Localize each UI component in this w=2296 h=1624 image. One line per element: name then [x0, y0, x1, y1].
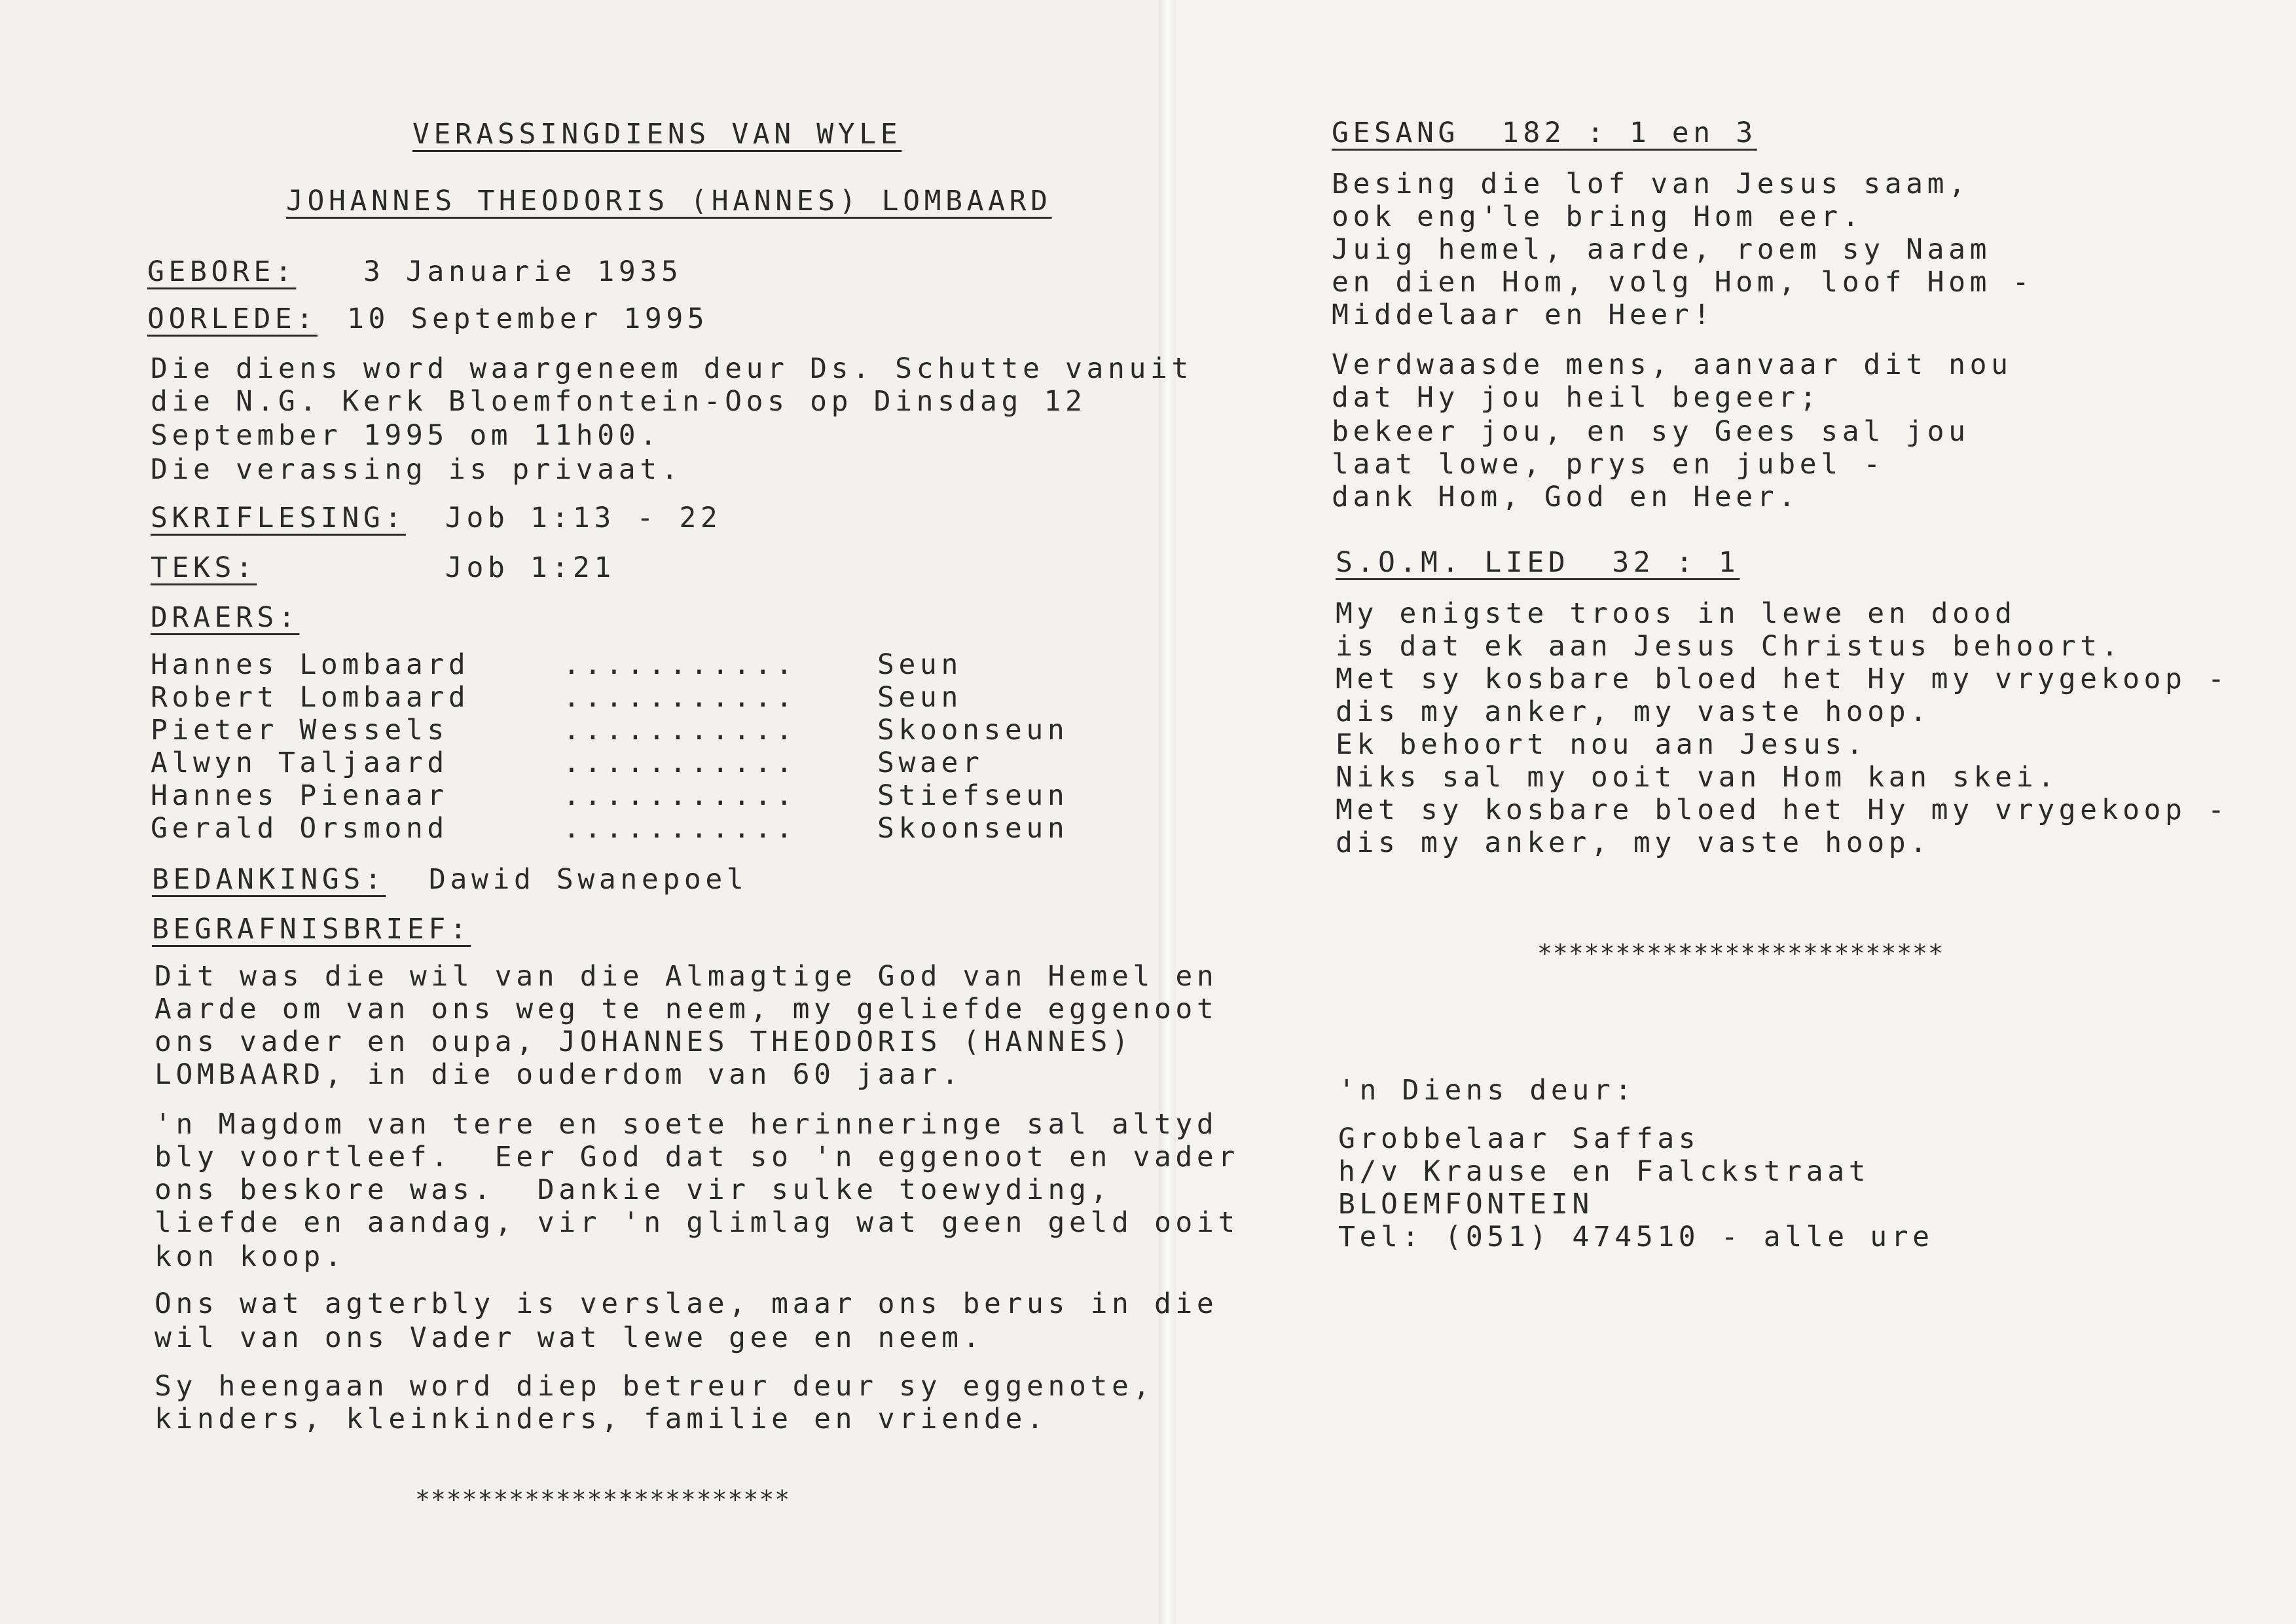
hymn-line: Besing die lof van Jesus saam,: [1332, 168, 1970, 200]
closing-stars-right: **************************: [1537, 939, 1944, 968]
bearer-name: Gerald Orsmond: [151, 812, 448, 845]
letter-line: kinders, kleinkinders, familie en vriende.: [155, 1403, 1048, 1435]
bearers-label: DRAERS:: [151, 601, 300, 634]
song-line: Ek behoort nou aan Jesus.: [1336, 728, 1868, 761]
undertaker-line: Grobbelaar Saffas: [1338, 1122, 1700, 1155]
service-line: die N.G. Kerk Bloemfontein-Oos op Dinsdag 12: [151, 385, 1087, 418]
song-line: Met sy kosbare bloed het Hy my vrygekoop -: [1336, 794, 2229, 826]
letter-line: Ons wat agterbly is verslae, maar ons berus in die: [155, 1287, 1218, 1320]
letter-line: LOMBAARD, in die ouderdom van 60 jaar.: [155, 1058, 963, 1091]
title-line-2: JOHANNES THEODORIS (HANNES) LOMBAARD: [286, 185, 1052, 217]
letter-line: kon koop.: [155, 1240, 346, 1273]
text-value: Job 1:21: [445, 551, 615, 584]
letter-line: Sy heengaan word diep betreur deur sy eggenote,: [155, 1370, 1154, 1403]
hymn-line: en dien Hom, volg Hom, loof Hom -: [1332, 266, 2034, 299]
service-line: September 1995 om 11h00.: [151, 419, 661, 452]
bearer-name: Robert Lombaard: [151, 681, 470, 714]
song-line: is dat ek aan Jesus Christus behoort.: [1336, 630, 2123, 663]
bearer-relation: Skoonseun: [877, 714, 1069, 747]
song-line: Niks sal my ooit van Hom kan skei.: [1336, 761, 2059, 794]
letter-line: bly voortleef. Eer God dat so 'n eggenoot en vader: [155, 1141, 1239, 1173]
song-title: S.O.M. LIED 32 : 1: [1336, 546, 1740, 579]
undertaker-line: BLOEMFONTEIN: [1338, 1188, 1594, 1221]
song-line: My enigste troos in lewe en dood: [1336, 597, 2016, 630]
died-label: OORLEDE:: [147, 303, 318, 335]
song-line: dis my anker, my vaste hoop.: [1336, 695, 1931, 728]
bearer-dots: ...........: [563, 648, 797, 681]
title-line-1: VERASSINGDIENS VAN WYLE: [412, 118, 902, 151]
bearer-relation: Seun: [877, 681, 962, 714]
undertaker-line: h/v Krause en Falckstraat: [1338, 1155, 1870, 1188]
bearer-dots: ...........: [563, 714, 797, 747]
hymn-line: bekeer jou, en sy Gees sal jou: [1332, 415, 1970, 448]
service-line: Die verassing is privaat.: [151, 453, 683, 486]
hymn-line: dat Hy jou heil begeer;: [1332, 381, 1821, 414]
died-value: 10 September 1995: [347, 303, 709, 335]
bearer-relation: Seun: [877, 648, 962, 681]
hymn-line: Juig hemel, aarde, roem sy Naam: [1332, 233, 1992, 266]
bearer-name: Pieter Wessels: [151, 714, 448, 747]
bearer-relation: Swaer: [877, 747, 984, 779]
letter-line: 'n Magdom van tere en soete herinneringe sal altyd: [155, 1108, 1218, 1141]
bearer-name: Hannes Pienaar: [151, 779, 448, 812]
text-label: TEKS:: [151, 551, 257, 584]
born-label: GEBORE:: [147, 255, 297, 288]
undertaker-line: Tel: (051) 474510 - alle ure: [1338, 1221, 1934, 1253]
letter-line: Aarde om van ons weg te neem, my geliefde eggenoot: [155, 993, 1218, 1025]
bearer-dots: ...........: [563, 779, 797, 812]
service-by: 'n Diens deur:: [1338, 1074, 1636, 1107]
bearer-relation: Stiefseun: [877, 779, 1069, 812]
hymn-line: Middelaar en Heer!: [1332, 299, 1715, 331]
closing-stars-left: ************************: [415, 1485, 791, 1514]
bearer-dots: ...........: [563, 681, 797, 714]
bearer-name: Alwyn Taljaard: [151, 747, 448, 779]
hymn-line: Verdwaasde mens, aanvaar dit nou: [1332, 348, 2013, 381]
letter-line: Dit was die wil van die Almagtige God van Hemel en: [155, 960, 1218, 993]
bearer-name: Hannes Lombaard: [151, 648, 470, 681]
letter-line: ons beskore was. Dankie vir sulke toewyding,: [155, 1173, 1112, 1206]
bearer-relation: Skoonseun: [877, 812, 1069, 845]
letter-line: liefde en aandag, vir 'n glimlag wat geen geld ooit: [155, 1206, 1239, 1239]
scripture-label: SKRIFLESING:: [151, 502, 406, 534]
bearer-dots: ...........: [563, 812, 797, 845]
letter-line: ons vader en oupa, JOHANNES THEODORIS (HANNES): [155, 1025, 1133, 1058]
song-line: dis my anker, my vaste hoop.: [1336, 826, 1931, 859]
song-line: Met sy kosbare bloed het Hy my vrygekoop -: [1336, 663, 2229, 695]
letter-line: wil van ons Vader wat lewe gee en neem.: [155, 1321, 985, 1354]
bearer-dots: ...........: [563, 747, 797, 779]
hymn-line: laat lowe, prys en jubel -: [1332, 448, 1885, 481]
page-fold: [1159, 0, 1176, 1624]
hymn-line: dank Hom, God en Heer.: [1332, 481, 1800, 513]
hymn-title: GESANG 182 : 1 en 3: [1332, 117, 1757, 149]
thanks-label: BEDANKINGS:: [152, 863, 386, 896]
letter-label: BEGRAFNISBRIEF:: [152, 913, 471, 946]
thanks-value: Dawid Swanepoel: [429, 863, 748, 896]
service-line: Die diens word waargeneem deur Ds. Schutte vanuit: [151, 352, 1193, 385]
scripture-value: Job 1:13 - 22: [445, 502, 722, 534]
hymn-line: ook eng'le bring Hom eer.: [1332, 200, 1864, 233]
born-value: 3 Januarie 1935: [363, 255, 683, 288]
